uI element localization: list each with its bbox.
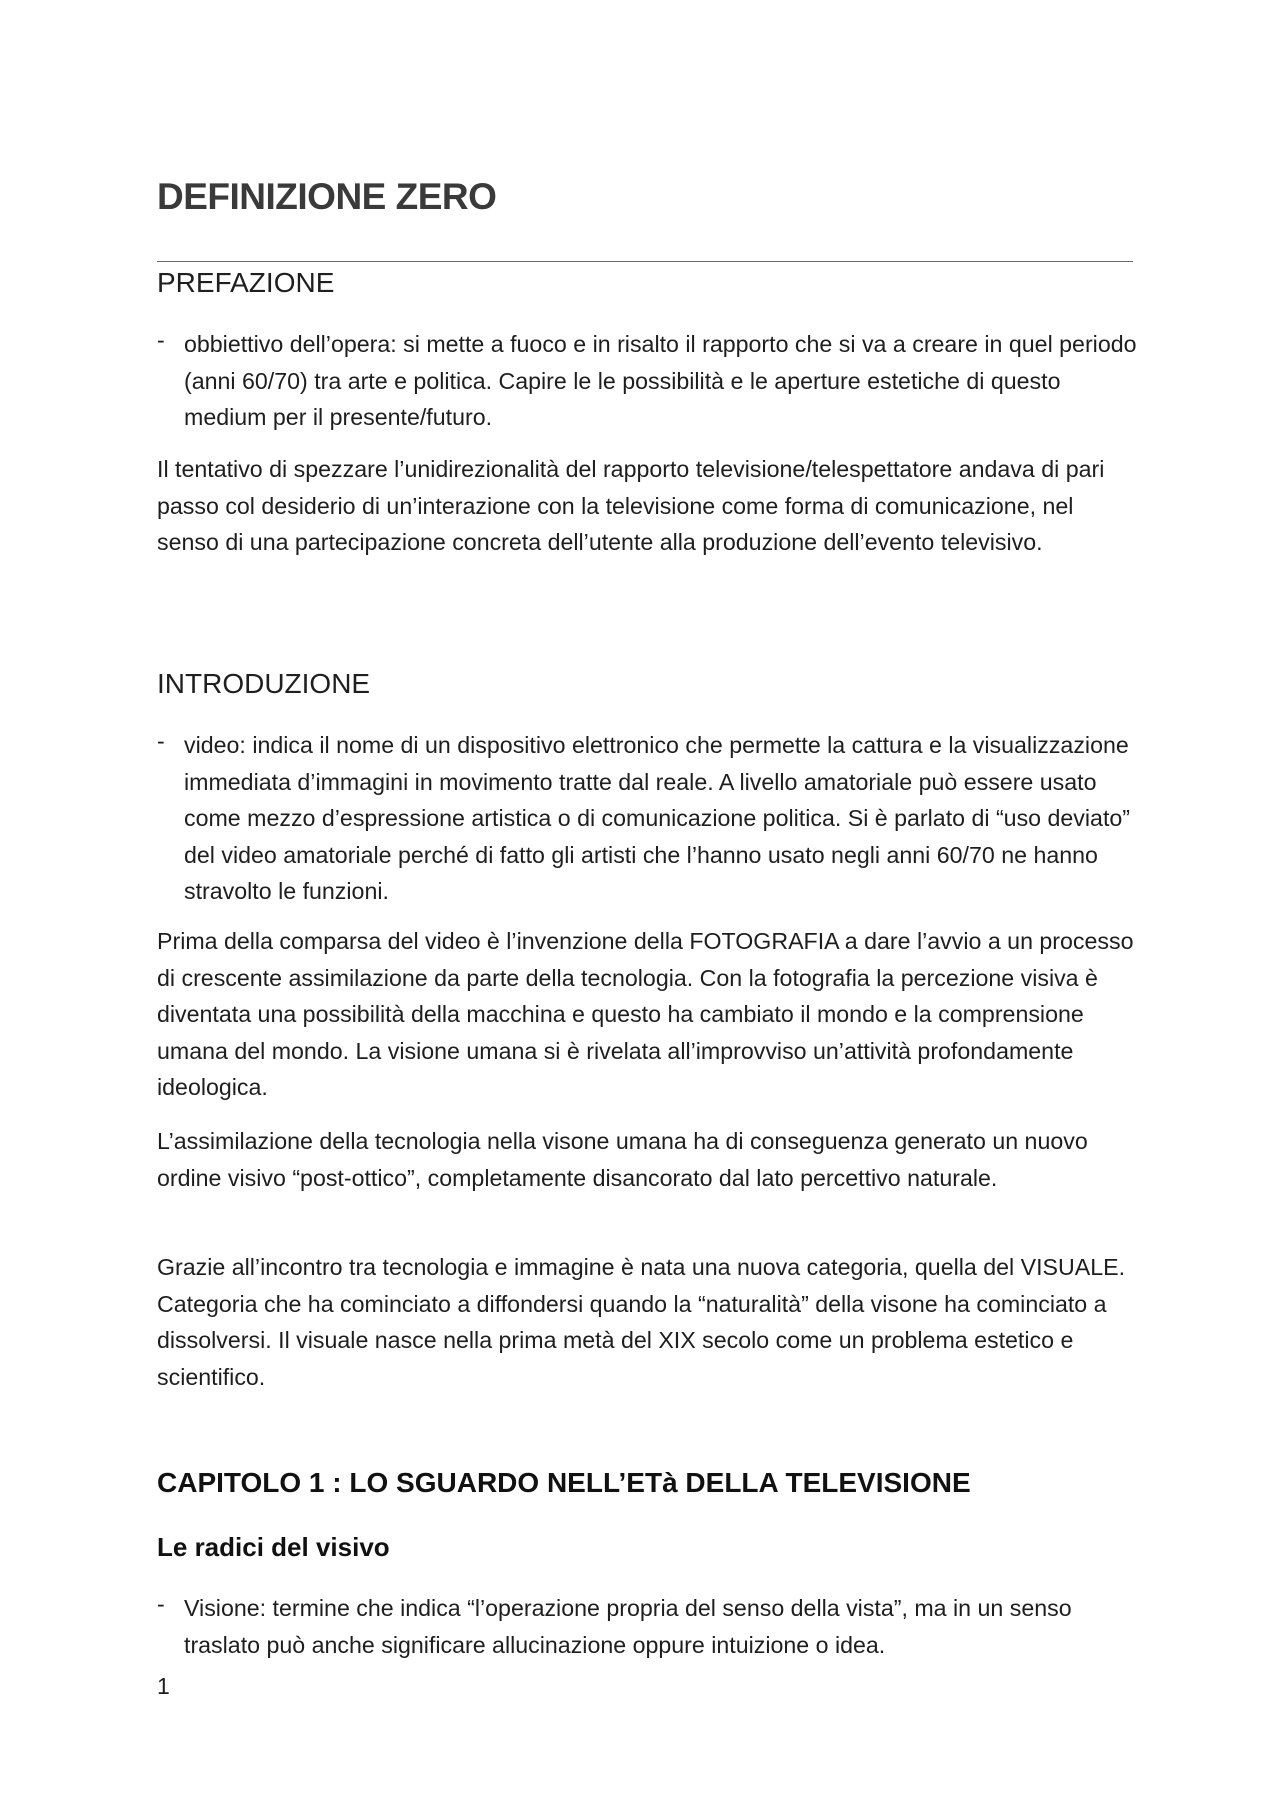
bullet-item-introduzione	[157, 727, 1137, 910]
bullet-dash: -	[157, 728, 165, 754]
bullet-dash: -	[157, 1591, 165, 1617]
bullet-dash: -	[157, 327, 165, 353]
subsection-heading: Le radici del visivo	[157, 1532, 390, 1562]
bullet-text: Visione: termine che indica “l’operazione propria del senso della vista”, ma in un senso traslato può anche significare allucinazione oppure intuizione o idea.	[184, 1595, 1072, 1658]
paragraph-introduzione-1: Prima della comparsa del video è l’invenzione della FOTOGRAFIA a dare l’avvio a un processo di crescente assimilazione da parte della tecnologia. Con la fotografia la percezione visiva è diventata una possibilità della macchina e questo ha cambiato il mondo e la comprensione umana del mondo. La visione umana si è rivelata all’improvviso un’attività profondamente ideologica.	[157, 928, 1134, 1100]
paragraph-introduzione-3: Grazie all’incontro tra tecnologia e immagine è nata una nuova categoria, quella del VISUALE. Categoria che ha cominciato a diffondersi quando la “naturalità” della visone ha cominciato a dissolversi. Il visuale nasce nella prima metà del XIX secolo come un problema estetico e scientifico.	[157, 1254, 1126, 1390]
bullet-item-capitolo1	[157, 1590, 1137, 1663]
bullet-text: obbiettivo dell’opera: si mette a fuoco e in risalto il rapporto che si va a creare in quel periodo (anni 60/70) tra arte e politica. Capire le le possibilità e le aperture estetiche di questo medium per il presente/futuro.	[184, 331, 1137, 430]
title-divider	[157, 261, 1133, 262]
section-heading-prefazione: PREFAZIONE	[157, 267, 335, 298]
document-title: DEFINIZIONE ZERO	[157, 176, 497, 217]
bullet-text: video: indica il nome di un dispositivo elettronico che permette la cattura e la visualizzazione immediata d’immagini in movimento tratte dal reale. A livello amatoriale può essere usato come mezzo d’espressione artistica o di comunicazione politica. Si è parlato di “uso deviato” del video amatoriale perché di fatto gli artisti che l’hanno usato negli anni 60/70 ne hanno stravolto le funzioni.	[184, 732, 1131, 904]
bullet-item-prefazione	[157, 326, 1137, 436]
chapter-heading: CAPITOLO 1 : LO SGUARDO NELL’ETà DELLA TELEVISIONE	[157, 1467, 971, 1498]
paragraph-prefazione: Il tentativo di spezzare l’unidirezionalità del rapporto televisione/telespettatore andava di pari passo col desiderio di un’interazione con la televisione come forma di comunicazione, nel senso di una partecipazione concreta dell’utente alla produzione dell’evento televisivo.	[157, 456, 1105, 555]
paragraph-introduzione-2: L’assimilazione della tecnologia nella visone umana ha di conseguenza generato un nuovo ordine visivo “post-ottico”, completamente disancorato dal lato percettivo naturale.	[157, 1128, 1088, 1191]
section-heading-introduzione: INTRODUZIONE	[157, 668, 371, 699]
page-number: 1	[157, 1673, 170, 1699]
